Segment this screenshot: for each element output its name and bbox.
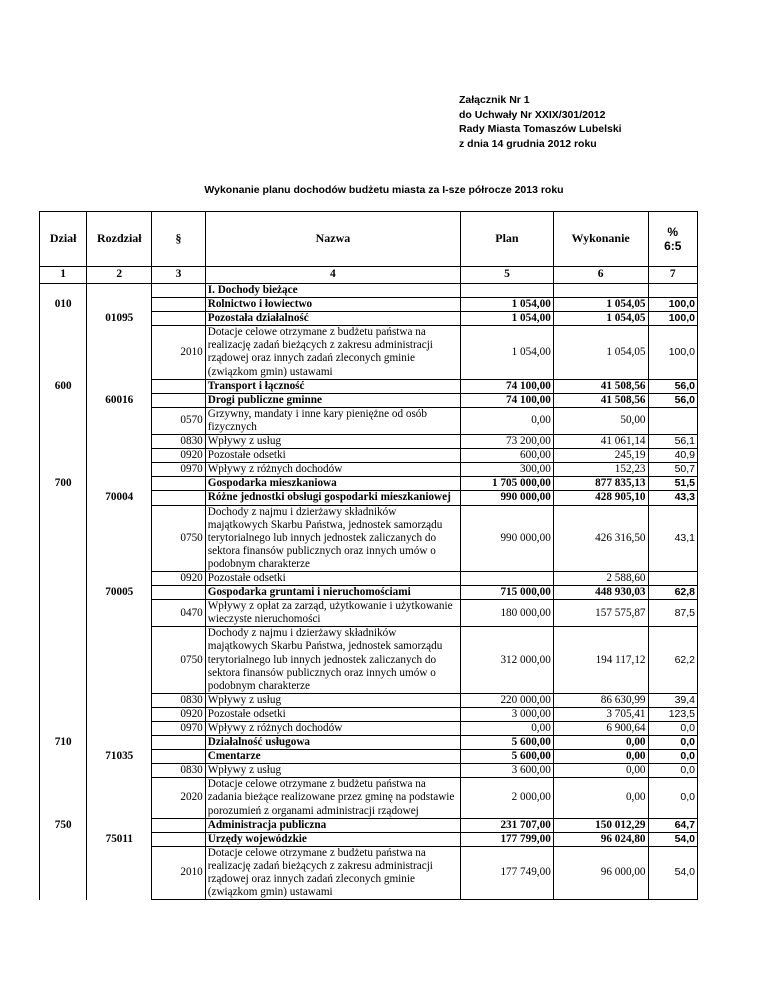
- cell-percent: 62,8: [648, 586, 697, 600]
- cell-paragraph: 0970: [152, 463, 206, 477]
- cell-nazwa: Cmentarze: [205, 750, 460, 764]
- cell-rozdzial: [87, 736, 152, 750]
- cell-wykonanie: 152,23: [553, 463, 648, 477]
- cell-wykonanie: 41 508,56: [553, 393, 648, 407]
- cell-wykonanie: 1 054,05: [553, 298, 648, 312]
- table-row: [40, 491, 698, 505]
- cell-wykonanie: 428 905,10: [553, 491, 648, 505]
- cell-paragraph: [152, 393, 206, 407]
- cell-rozdzial: [87, 722, 152, 736]
- cell-wykonanie: 0,00: [553, 778, 648, 818]
- cell-paragraph: [152, 477, 206, 491]
- column-number: 6: [553, 267, 648, 284]
- cell-paragraph: [152, 379, 206, 393]
- header-dzial: Dział: [40, 212, 87, 267]
- cell-plan: 220 000,00: [461, 693, 554, 707]
- cell-wykonanie: 2 588,60: [553, 571, 648, 585]
- cell-nazwa: Różne jednostki obsługi gospodarki mieszkaniowej: [205, 491, 460, 505]
- cell-dzial: [40, 832, 87, 846]
- table-row: [40, 586, 698, 600]
- table-row: [40, 326, 698, 379]
- cell-rozdzial: 70005: [87, 586, 152, 600]
- cell-percent: 51,5: [648, 477, 697, 491]
- cell-percent: 56,1: [648, 435, 697, 449]
- cell-rozdzial: [87, 571, 152, 585]
- cell-wykonanie: [553, 284, 648, 298]
- cell-plan: 2 000,00: [461, 778, 554, 818]
- cell-rozdzial: [87, 505, 152, 571]
- cell-nazwa: Gospodarka mieszkaniowa: [205, 477, 460, 491]
- cell-plan: 300,00: [461, 463, 554, 477]
- cell-percent: 0,0: [648, 722, 697, 736]
- cell-plan: [461, 571, 554, 585]
- cell-dzial: [40, 407, 87, 434]
- cell-rozdzial: 70004: [87, 491, 152, 505]
- resolution-number: do Uchwały Nr XXIX/301/2012: [459, 108, 606, 121]
- cell-percent: 87,5: [648, 600, 697, 627]
- cell-plan: 990 000,00: [461, 505, 554, 571]
- cell-nazwa: Wpływy z różnych dochodów: [205, 722, 460, 736]
- cell-wykonanie: 426 316,50: [553, 505, 648, 571]
- cell-dzial: [40, 435, 87, 449]
- cell-wykonanie: 448 930,03: [553, 586, 648, 600]
- table-row: [40, 764, 698, 778]
- cell-rozdzial: [87, 463, 152, 477]
- cell-dzial: [40, 764, 87, 778]
- cell-percent: 100,0: [648, 326, 697, 379]
- cell-plan: 5 600,00: [461, 736, 554, 750]
- cell-nazwa: Wpływy z usług: [205, 764, 460, 778]
- cell-dzial: [40, 326, 87, 379]
- cell-plan: 5 600,00: [461, 750, 554, 764]
- cell-dzial: 710: [40, 736, 87, 750]
- cell-dzial: [40, 693, 87, 707]
- column-number: 5: [461, 267, 554, 284]
- cell-nazwa: Wpływy z usług: [205, 435, 460, 449]
- cell-paragraph: 0830: [152, 764, 206, 778]
- column-number: 3: [152, 267, 206, 284]
- cell-percent: 0,0: [648, 778, 697, 818]
- cell-nazwa: Gospodarka gruntami i nieruchomościami: [205, 586, 460, 600]
- cell-rozdzial: [87, 326, 152, 379]
- cell-wykonanie: 0,00: [553, 764, 648, 778]
- cell-dzial: [40, 778, 87, 818]
- cell-paragraph: 0470: [152, 600, 206, 627]
- cell-paragraph: 0920: [152, 571, 206, 585]
- cell-percent: 43,1: [648, 505, 697, 571]
- cell-rozdzial: [87, 449, 152, 463]
- cell-nazwa: Pozostała działalność: [205, 312, 460, 326]
- cell-dzial: 700: [40, 477, 87, 491]
- cell-plan: 600,00: [461, 449, 554, 463]
- budget-table: [39, 211, 698, 900]
- cell-percent: [648, 571, 697, 585]
- cell-percent: 39,4: [648, 693, 697, 707]
- cell-dzial: [40, 571, 87, 585]
- cell-paragraph: [152, 736, 206, 750]
- table-header-row: [40, 212, 698, 267]
- cell-paragraph: 2010: [152, 326, 206, 379]
- cell-plan: 74 100,00: [461, 393, 554, 407]
- document-title: Wykonanie planu dochodów budżetu miasta za I-sze półrocze 2013 roku: [204, 184, 564, 196]
- cell-paragraph: 0570: [152, 407, 206, 434]
- cell-paragraph: 0830: [152, 693, 206, 707]
- cell-wykonanie: 50,00: [553, 407, 648, 434]
- cell-nazwa: Urzędy wojewódzkie: [205, 832, 460, 846]
- cell-plan: 1 054,00: [461, 298, 554, 312]
- cell-percent: [648, 407, 697, 434]
- cell-plan: 1 054,00: [461, 326, 554, 379]
- column-number-row: [40, 267, 698, 284]
- cell-paragraph: 0970: [152, 722, 206, 736]
- cell-plan: 1 705 000,00: [461, 477, 554, 491]
- cell-rozdzial: [87, 379, 152, 393]
- cell-rozdzial: [87, 284, 152, 298]
- cell-rozdzial: [87, 693, 152, 707]
- cell-percent: 64,7: [648, 818, 697, 832]
- cell-plan: 74 100,00: [461, 379, 554, 393]
- table-row: [40, 722, 698, 736]
- cell-paragraph: 0750: [152, 627, 206, 693]
- header-percent-sign: %: [667, 225, 679, 239]
- cell-paragraph: [152, 491, 206, 505]
- table-row: [40, 284, 698, 298]
- table-row: [40, 832, 698, 846]
- cell-paragraph: 2020: [152, 778, 206, 818]
- cell-wykonanie: 41 061,14: [553, 435, 648, 449]
- table-row: [40, 312, 698, 326]
- cell-percent: 50,7: [648, 463, 697, 477]
- table-row: [40, 707, 698, 721]
- table-row: [40, 463, 698, 477]
- cell-nazwa: Pozostałe odsetki: [205, 707, 460, 721]
- cell-wykonanie: 194 117,12: [553, 627, 648, 693]
- cell-plan: 231 707,00: [461, 818, 554, 832]
- cell-paragraph: 0920: [152, 449, 206, 463]
- cell-rozdzial: [87, 298, 152, 312]
- cell-plan: 3 600,00: [461, 764, 554, 778]
- cell-dzial: [40, 707, 87, 721]
- cell-nazwa: Działalność usługowa: [205, 736, 460, 750]
- cell-nazwa: Dotacje celowe otrzymane z budżetu państwa na zadania bieżące realizowane przez gminę na podstawie porozumień z organami administracji rządowej: [205, 778, 460, 818]
- cell-dzial: [40, 627, 87, 693]
- table-row: [40, 736, 698, 750]
- cell-wykonanie: 157 575,87: [553, 600, 648, 627]
- cell-percent: 62,2: [648, 627, 697, 693]
- cell-plan: 1 054,00: [461, 312, 554, 326]
- cell-plan: 177 749,00: [461, 846, 554, 899]
- cell-paragraph: [152, 284, 206, 298]
- cell-percent: 0,0: [648, 736, 697, 750]
- column-number: 1: [40, 267, 87, 284]
- cell-plan: 990 000,00: [461, 491, 554, 505]
- cell-percent: 0,0: [648, 750, 697, 764]
- table-row: [40, 600, 698, 627]
- cell-dzial: 750: [40, 818, 87, 832]
- cell-wykonanie: 96 000,00: [553, 846, 648, 899]
- cell-rozdzial: 71035: [87, 750, 152, 764]
- cell-paragraph: [152, 818, 206, 832]
- table-row: [40, 477, 698, 491]
- cell-dzial: [40, 449, 87, 463]
- cell-dzial: [40, 586, 87, 600]
- cell-wykonanie: 3 705,41: [553, 707, 648, 721]
- header-plan: Plan: [461, 212, 554, 267]
- cell-dzial: [40, 491, 87, 505]
- cell-wykonanie: 41 508,56: [553, 379, 648, 393]
- cell-wykonanie: 0,00: [553, 750, 648, 764]
- cell-wykonanie: 1 054,05: [553, 326, 648, 379]
- table-row: [40, 818, 698, 832]
- cell-plan: 3 000,00: [461, 707, 554, 721]
- cell-rozdzial: [87, 778, 152, 818]
- cell-percent: 100,0: [648, 312, 697, 326]
- table-row: [40, 449, 698, 463]
- cell-percent: 123,5: [648, 707, 697, 721]
- cell-paragraph: 0830: [152, 435, 206, 449]
- cell-rozdzial: 01095: [87, 312, 152, 326]
- cell-nazwa: Dochody z najmu i dzierżawy składników majątkowych Skarbu Państwa, jednostek samorządu terytorialnego lub innych jednostek zaliczanych do sektora finansów publicznych oraz innych umów o podobnym charakterze: [205, 505, 460, 571]
- cell-percent: [648, 284, 697, 298]
- cell-wykonanie: 150 012,29: [553, 818, 648, 832]
- cell-nazwa: Rolnictwo i łowiectwo: [205, 298, 460, 312]
- cell-dzial: [40, 846, 87, 899]
- cell-paragraph: 2010: [152, 846, 206, 899]
- cell-percent: 40,9: [648, 449, 697, 463]
- table-row: [40, 750, 698, 764]
- cell-rozdzial: [87, 435, 152, 449]
- cell-dzial: [40, 393, 87, 407]
- cell-nazwa: Pozostałe odsetki: [205, 449, 460, 463]
- cell-wykonanie: 6 900,64: [553, 722, 648, 736]
- attachment-header: [459, 93, 622, 151]
- column-number: 4: [205, 267, 460, 284]
- cell-rozdzial: 75011: [87, 832, 152, 846]
- cell-paragraph: 0750: [152, 505, 206, 571]
- cell-nazwa: I. Dochody bieżące: [205, 284, 460, 298]
- cell-plan: 73 200,00: [461, 435, 554, 449]
- cell-percent: 54,0: [648, 846, 697, 899]
- header-wykonanie: Wykonanie: [553, 212, 648, 267]
- table-row: [40, 571, 698, 585]
- cell-rozdzial: [87, 846, 152, 899]
- cell-dzial: 010: [40, 298, 87, 312]
- table-row: [40, 693, 698, 707]
- cell-rozdzial: [87, 477, 152, 491]
- cell-rozdzial: [87, 407, 152, 434]
- cell-plan: [461, 284, 554, 298]
- cell-wykonanie: 1 054,05: [553, 312, 648, 326]
- cell-percent: 56,0: [648, 393, 697, 407]
- cell-nazwa: Pozostałe odsetki: [205, 571, 460, 585]
- cell-nazwa: Dotacje celowe otrzymane z budżetu państwa na realizację zadań bieżących z zakresu administracji rządowej oraz innych zadań zleconych gminie (związkom gmin) ustawami: [205, 326, 460, 379]
- cell-plan: 180 000,00: [461, 600, 554, 627]
- cell-rozdzial: [87, 818, 152, 832]
- header-rozdzial: Rozdział: [87, 212, 152, 267]
- cell-nazwa: Transport i łączność: [205, 379, 460, 393]
- table-row: [40, 778, 698, 818]
- cell-dzial: [40, 312, 87, 326]
- cell-plan: 177 799,00: [461, 832, 554, 846]
- cell-percent: 54,0: [648, 832, 697, 846]
- cell-nazwa: Wpływy z opłat za zarząd, użytkowanie i użytkowanie wieczyste nieruchomości: [205, 600, 460, 627]
- cell-wykonanie: 0,00: [553, 736, 648, 750]
- cell-nazwa: Grzywny, mandaty i inne kary pieniężne od osób fizycznych: [205, 407, 460, 434]
- cell-percent: 56,0: [648, 379, 697, 393]
- cell-nazwa: Drogi publiczne gminne: [205, 393, 460, 407]
- column-number: 2: [87, 267, 152, 284]
- resolution-date: z dnia 14 grudnia 2012 roku: [459, 137, 597, 150]
- table-row: [40, 379, 698, 393]
- cell-dzial: [40, 284, 87, 298]
- cell-percent: 0,0: [648, 764, 697, 778]
- cell-rozdzial: [87, 707, 152, 721]
- cell-paragraph: [152, 750, 206, 764]
- cell-dzial: [40, 505, 87, 571]
- cell-wykonanie: 245,19: [553, 449, 648, 463]
- cell-nazwa: Dotacje celowe otrzymane z budżetu państwa na realizację zadań bieżących z zakresu administracji rządowej oraz innych zadań zleconych gminie (związkom gmin) ustawami: [205, 846, 460, 899]
- table-row: [40, 393, 698, 407]
- cell-dzial: [40, 600, 87, 627]
- council-name: Rady Miasta Tomaszów Lubelski: [459, 123, 622, 135]
- cell-percent: 100,0: [648, 298, 697, 312]
- cell-rozdzial: [87, 600, 152, 627]
- table-row: [40, 627, 698, 693]
- header-percent: [648, 212, 697, 267]
- header-percent-formula: 6:5: [664, 239, 682, 253]
- table-row: [40, 407, 698, 434]
- column-number: 7: [648, 267, 697, 284]
- cell-dzial: [40, 722, 87, 736]
- cell-paragraph: [152, 312, 206, 326]
- cell-rozdzial: [87, 764, 152, 778]
- cell-nazwa: Wpływy z różnych dochodów: [205, 463, 460, 477]
- cell-wykonanie: 86 630,99: [553, 693, 648, 707]
- attachment-number: Załącznik Nr 1: [459, 94, 530, 106]
- table-row: [40, 846, 698, 899]
- cell-wykonanie: 877 835,13: [553, 477, 648, 491]
- cell-dzial: [40, 463, 87, 477]
- cell-dzial: [40, 750, 87, 764]
- cell-plan: 0,00: [461, 407, 554, 434]
- cell-nazwa: Dochody z najmu i dzierżawy składników majątkowych Skarbu Państwa, jednostek samorządu terytorialnego lub innych jednostek zaliczanych do sektora finansów publicznych oraz innych umów o podobnym charakterze: [205, 627, 460, 693]
- cell-paragraph: [152, 832, 206, 846]
- cell-paragraph: [152, 586, 206, 600]
- header-paragraph: §: [152, 212, 206, 267]
- cell-dzial: 600: [40, 379, 87, 393]
- cell-plan: 715 000,00: [461, 586, 554, 600]
- cell-paragraph: [152, 298, 206, 312]
- table-row: [40, 298, 698, 312]
- header-nazwa: Nazwa: [205, 212, 460, 267]
- cell-paragraph: 0920: [152, 707, 206, 721]
- cell-nazwa: Wpływy z usług: [205, 693, 460, 707]
- cell-nazwa: Administracja publiczna: [205, 818, 460, 832]
- cell-plan: 0,00: [461, 722, 554, 736]
- table-row: [40, 435, 698, 449]
- cell-rozdzial: [87, 627, 152, 693]
- table-row: [40, 505, 698, 571]
- cell-wykonanie: 96 024,80: [553, 832, 648, 846]
- cell-percent: 43,3: [648, 491, 697, 505]
- cell-rozdzial: 60016: [87, 393, 152, 407]
- cell-plan: 312 000,00: [461, 627, 554, 693]
